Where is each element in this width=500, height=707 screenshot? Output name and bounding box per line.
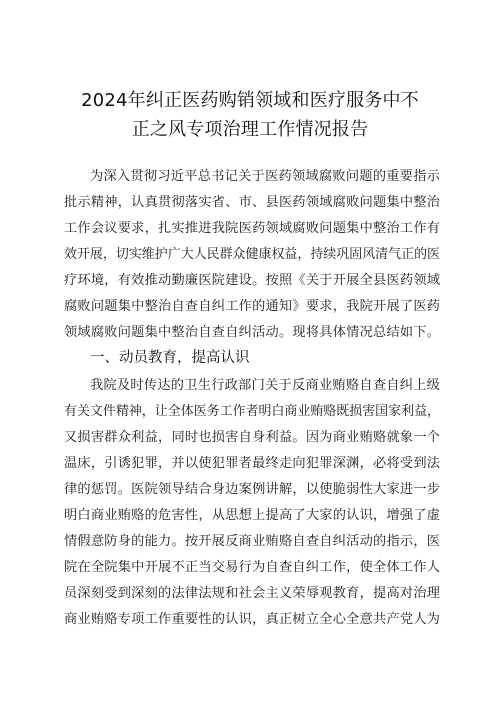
document-page: 2024年纠正医药购销领域和医疗服务中不 正之风专项治理工作情况报告 为深入贯彻习近平总书记关于医药领域腐败问题的重要指示 批示精神，认真贯彻落实省、市、县医药领域腐败问题集中整治 工作会议要求，扎实推进我院医药领域腐败问题集中整治工作有 效开展，切实维护广大人民群众健康权益，持续巩固风清气正的医 疗环境，有效推动勤廉医院建设。按照《关于开展全县医药领域 腐败问题集中整治自查自纠工作的通知》要求，我院开展了医药 领域腐败问题集中整治自查自纠活动。现将具体情况总结如下。 一、动员教育，提高认识 我院及时传达的卫生行政部门关于反商业贿赂自查自纠上级 有关文件精神，让全体医务工作者明白商业贿赂既损害国家利益， 又损害群众利益，同时也损害自身利益。因为商业贿赂就象一个 温床，引诱犯罪，并以使犯罪者最终走向犯罪深渊，必将受到法 律的惩罚。医院领导结合身边案例讲解，以使脆弱性大家进一步 明白商业贿赂的危害性，从思想上提高了大家的认识，增强了虚 情假意防身的能力。按开展反商业贿赂自查自纠活动的指示，医 院在全院集中开展不正当交易行为自查自纠工作，使全体工作人 员深刻受到深刻的法律法规和社会主义荣辱观教育，提高对治理 商业贿赂专项工作重要性的认识，真正树立全心全意共产党人为 [0, 0, 500, 707]
document-title-line-2: 正之风专项治理工作情况报告 [131, 119, 369, 140]
document-title-line-1: 2024年纠正医药购销领域和医疗服务中不 [81, 90, 419, 111]
section-heading: 一、动员教育，提高认识 [90, 350, 250, 366]
